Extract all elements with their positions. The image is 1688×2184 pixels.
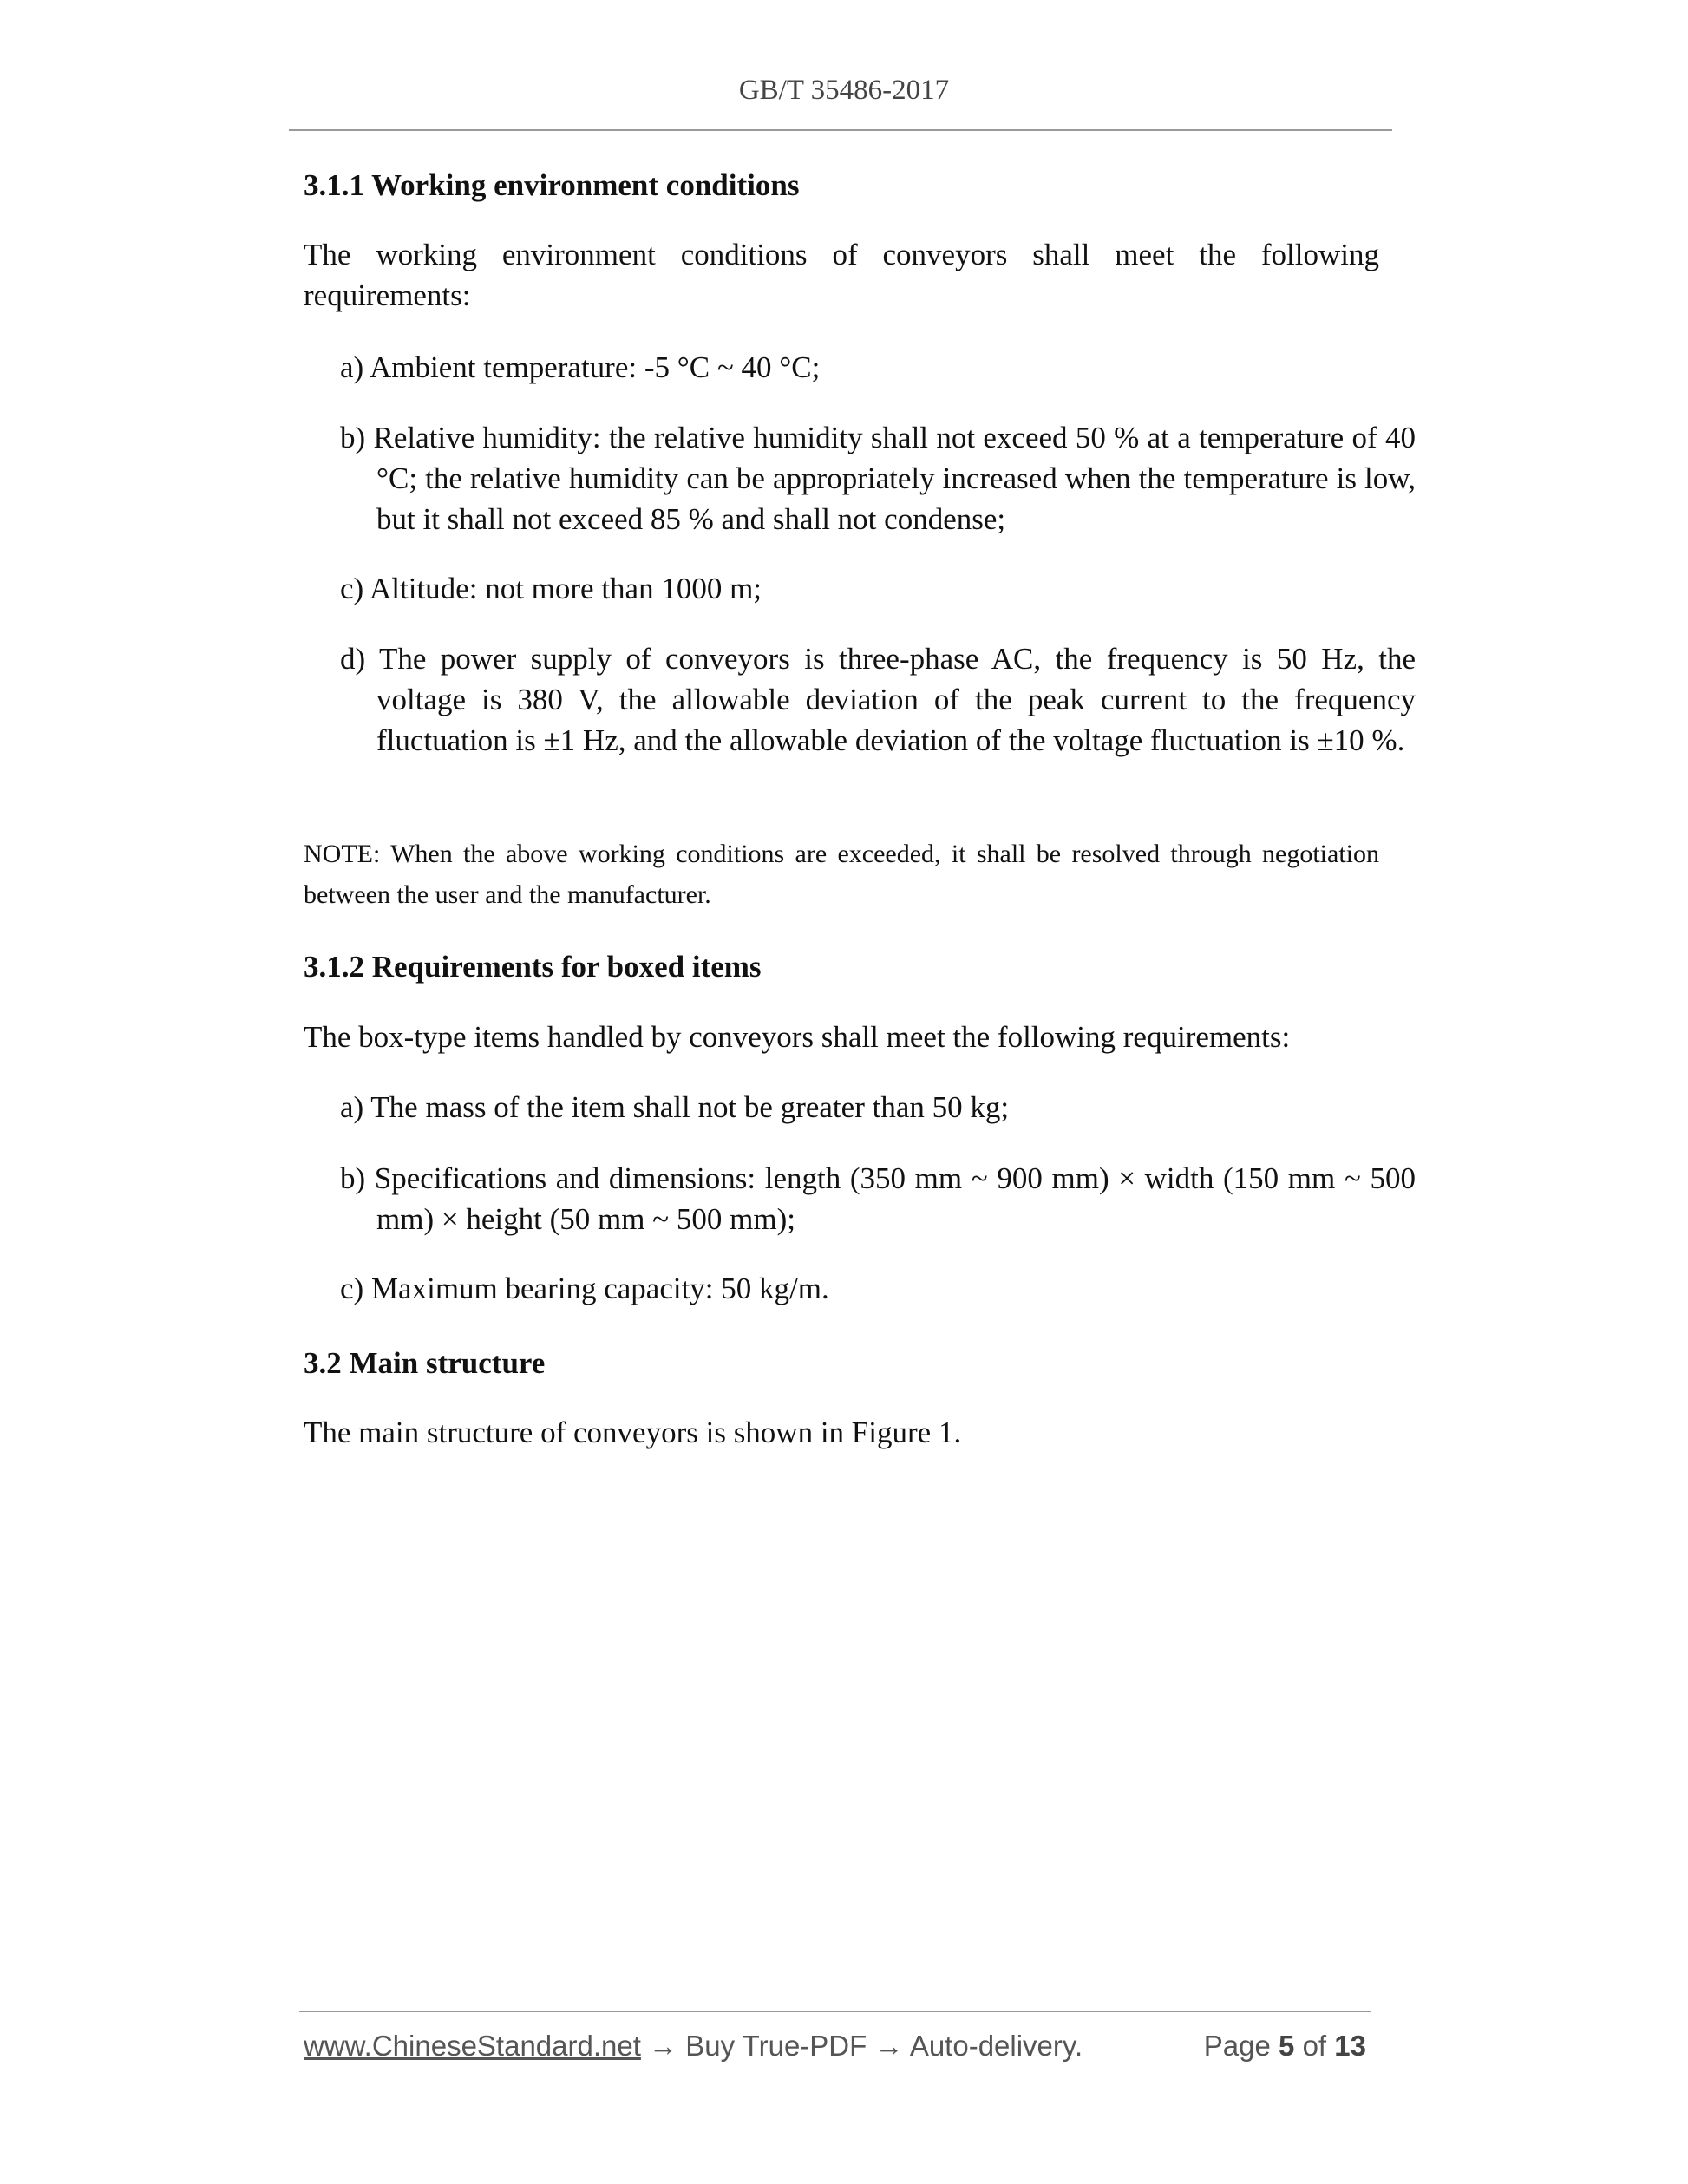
footer-website-link[interactable]: www.ChineseStandard.net (304, 2030, 641, 2062)
page-current: 5 (1279, 2030, 1295, 2062)
document-header-title: GB/T 35486-2017 (738, 75, 950, 106)
section-heading-3-2: 3.2 Main structure (304, 1346, 546, 1380)
section-heading-3-1-2: 3.1.2 Requirements for boxed items (304, 950, 762, 984)
list-item-altitude: c) Altitude: not more than 1000 m; (340, 572, 762, 605)
list-item-bearing-capacity: c) Maximum bearing capacity: 50 kg/m. (340, 1272, 829, 1305)
note-paragraph: NOTE: When the above working conditions are exceeded, it shall be resolved through negotiation between the user and the manufacturer. (304, 840, 1379, 909)
list-item-item-mass: a) The mass of the item shall not be greater than 50 kg; (340, 1090, 1010, 1124)
page-label: Page (1203, 2030, 1271, 2062)
footer-tagline: → Buy True-PDF → Auto-delivery. (640, 2030, 1083, 2062)
footer-promo (304, 2030, 1083, 2063)
list-item-relative-humidity: b) Relative humidity: the relative humidity shall not exceed 50 % at a temperature of 40 °C; the relative humidity can be appropriately increased when the temperature is low, but it shall not exceed 85 % and shall not condense; (340, 421, 1416, 536)
page-number-indicator (1204, 2030, 1366, 2063)
section-intro-3-1-2: The box-type items handled by conveyors shall meet the following requirements: (304, 1020, 1291, 1054)
footer-divider (299, 2011, 1371, 2012)
page-of-label: of (1302, 2030, 1327, 2062)
list-item-dimensions: b) Specifications and dimensions: length (350 mm ~ 900 mm) × width (150 mm ~ 500 mm) × height (50 mm ~ 500 mm); (340, 1161, 1416, 1236)
section-heading-3-1-1: 3.1.1 Working environment conditions (304, 168, 800, 202)
page-total: 13 (1334, 2030, 1366, 2062)
list-item-power-supply: d) The power supply of conveyors is three-phase AC, the frequency is 50 Hz, the voltage is 380 V, the allowable deviation of the peak current to the frequency fluctuation is ±1 Hz, and the allowable deviation of the voltage fluctuation is ±10 %. (340, 642, 1416, 757)
section-intro-3-1-1: The working environment conditions of conveyors shall meet the following requirements: (304, 238, 1379, 312)
section-text-3-2: The main structure of conveyors is shown in Figure 1. (304, 1416, 962, 1449)
list-item-ambient-temperature: a) Ambient temperature: -5 °C ~ 40 °C; (340, 350, 821, 384)
page-footer (304, 2030, 1366, 2073)
